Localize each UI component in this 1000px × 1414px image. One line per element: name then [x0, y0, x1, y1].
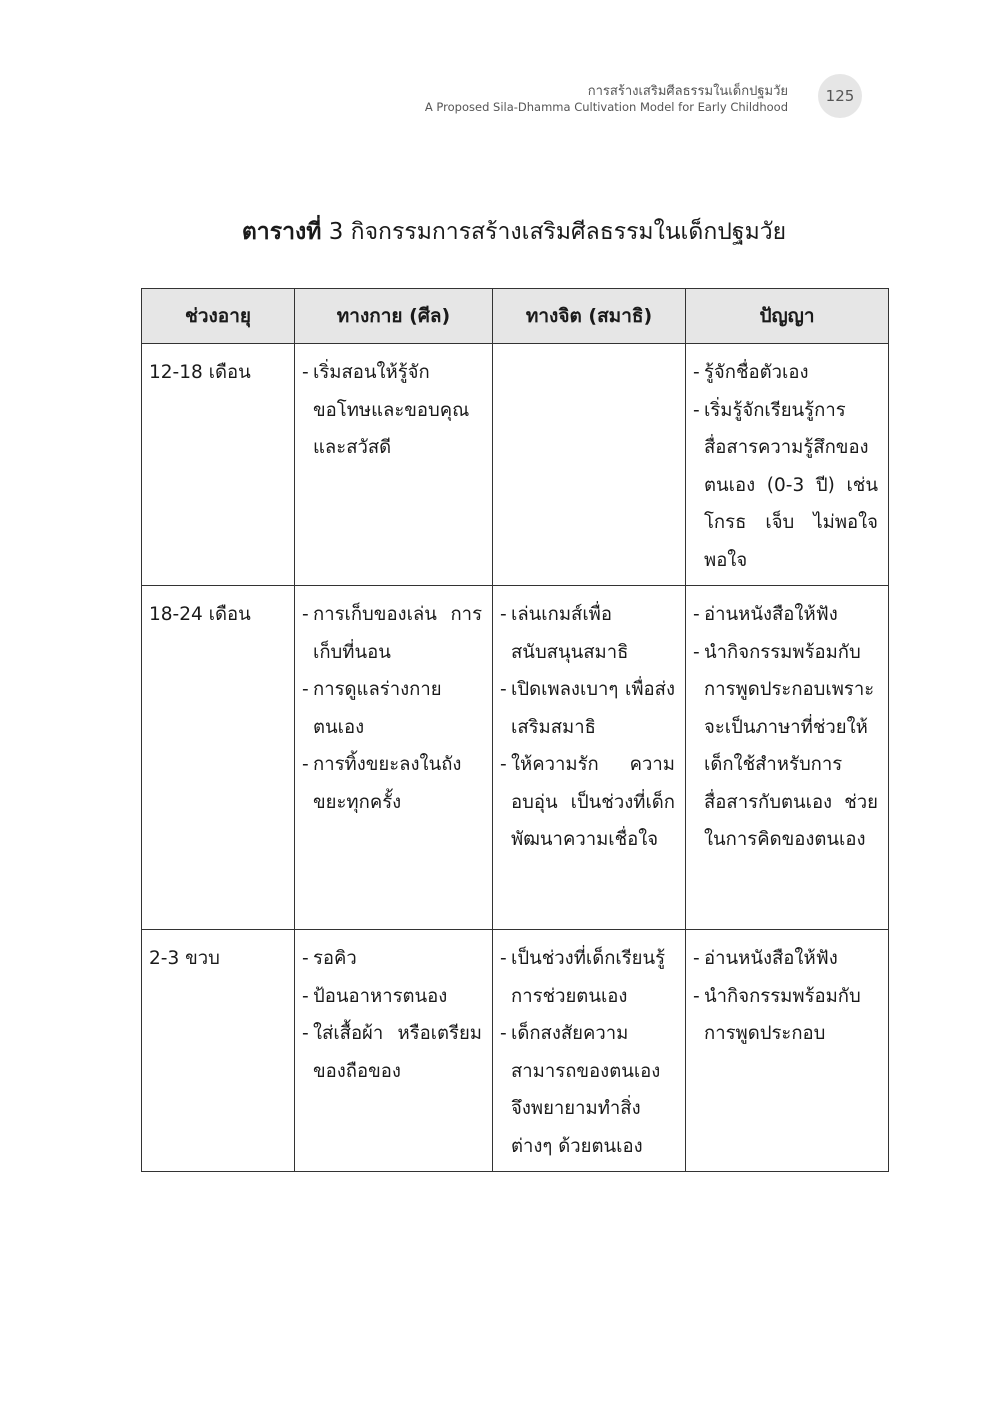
list-item: - รู้จักชื่อตัวเอง [693, 354, 878, 392]
table-row [142, 586, 889, 930]
list-item: - นำกิจกรรมพร้อมกับการพูดประกอบเพราะจะเป็นภาษาที่ช่วยให้เด็กใช้สำหรับการสื่อสารกับตนเอง ช่วยในการคิดของตนเอง [693, 634, 878, 859]
list-item-text: เด็กสงสัยความสามารถของตนเอง จึงพยายามทำสิ่งต่างๆ ด้วยตนเอง [511, 1023, 661, 1157]
list-item-text: ใส่เสื้อผ้า หรือเตรียมของถือของ [313, 1023, 482, 1082]
wisdom-cell [686, 930, 889, 1172]
wisdom-cell [686, 344, 889, 586]
list-item-text: รอคิว [313, 948, 357, 969]
list-item-text: นำกิจกรรมพร้อมกับการพูดประกอบเพราะจะเป็นภาษาที่ช่วยให้เด็กใช้สำหรับการสื่อสารกับตนเอง ช่วยในการคิดของตนเอง [704, 641, 878, 850]
list-item-text: การดูแลร่างกายตนเอง [313, 679, 442, 738]
running-header [425, 84, 788, 115]
table-header-row [142, 289, 889, 344]
list-item: - การเก็บของเล่น การเก็บที่นอน [302, 596, 482, 671]
list-item: - ให้ความรัก ความอบอุ่น เป็นช่วงที่เด็กพัฒนาความเชื่อใจ [500, 746, 675, 859]
age-cell: 12-18 เดือน [142, 344, 295, 586]
table-title-number: 3 [328, 219, 344, 245]
list-item: - ป้อนอาหารตนอง [302, 978, 482, 1016]
running-header-title-th: การสร้างเสริมศีลธรรมในเด็กปฐมวัย [587, 84, 788, 99]
list-item-text: เป็นช่วงที่เด็กเรียนรู้การช่วยตนเอง [511, 948, 666, 1007]
column-header-age: ช่วงอายุ [142, 289, 295, 344]
physical-cell [295, 344, 493, 586]
activities-table [141, 288, 889, 1172]
list-item: - นำกิจกรรมพร้อมกับการพูดประกอบ [693, 978, 878, 1053]
list-item-text: นำกิจกรรมพร้อมกับการพูดประกอบ [704, 985, 861, 1044]
list-item-text: อ่านหนังสือให้ฟัง [704, 948, 838, 969]
list-item-text: อ่านหนังสือให้ฟัง [704, 604, 838, 625]
mental-cell [493, 586, 686, 930]
table-row [142, 930, 889, 1172]
list-item-text: ป้อนอาหารตนอง [313, 985, 448, 1007]
physical-cell [295, 586, 493, 930]
age-cell: 18-24 เดือน [142, 586, 295, 930]
page-number-badge: 125 [818, 74, 862, 118]
list-item-text: การทิ้งขยะลงในถังขยะทุกครั้ง [313, 754, 462, 813]
list-item: - อ่านหนังสือให้ฟัง [693, 596, 878, 634]
list-item-text: การเก็บของเล่น การเก็บที่นอน [313, 604, 482, 663]
table-title-caption: กิจกรรมการสร้างเสริมศีลธรรมในเด็กปฐมวัย [350, 219, 787, 245]
physical-cell [295, 930, 493, 1172]
list-item: - การดูแลร่างกายตนเอง [302, 671, 482, 746]
list-item-text: รู้จักชื่อตัวเอง [704, 362, 809, 383]
column-header-mental: ทางจิต (สมาธิ) [493, 289, 686, 344]
table-title-label: ตารางที่ [241, 219, 322, 245]
list-item: - เป็นช่วงที่เด็กเรียนรู้การช่วยตนเอง [500, 940, 675, 1015]
wisdom-cell [686, 586, 889, 930]
table-title [0, 214, 1000, 250]
list-item-text: เริ่มรู้จักเรียนรู้การสื่อสารความรู้สึกของตนเอง (0-3 ปี) เช่นโกรธ เจ็บ ไม่พอใจ พอใจ [704, 399, 878, 571]
table-row [142, 344, 889, 586]
age-cell: 2-3 ขวบ [142, 930, 295, 1172]
mental-cell [493, 344, 686, 586]
list-item: - อ่านหนังสือให้ฟัง [693, 940, 878, 978]
list-item-text: เปิดเพลงเบาๆ เพื่อส่งเสริมสมาธิ [511, 679, 675, 738]
list-item: - เปิดเพลงเบาๆ เพื่อส่งเสริมสมาธิ [500, 671, 675, 746]
list-item: - เล่นเกมส์เพื่อสนับสนุนสมาธิ [500, 596, 675, 671]
column-header-wisdom: ปัญญา [686, 289, 889, 344]
list-item-text: ให้ความรัก ความอบอุ่น เป็นช่วงที่เด็กพัฒนาความเชื่อใจ [511, 754, 675, 850]
list-item: - การทิ้งขยะลงในถังขยะทุกครั้ง [302, 746, 482, 821]
list-item: - เริ่มสอนให้รู้จักขอโทษและขอบคุณ และสวัสดี [302, 354, 482, 467]
mental-cell [493, 930, 686, 1172]
column-header-physical: ทางกาย (ศีล) [295, 289, 493, 344]
list-item-text: เล่นเกมส์เพื่อสนับสนุนสมาธิ [511, 604, 629, 663]
running-header-title-en: A Proposed Sila-Dhamma Cultivation Model for Early Childhood [424, 100, 788, 115]
list-item: - ใส่เสื้อผ้า หรือเตรียมของถือของ [302, 1015, 482, 1090]
list-item: - รอคิว [302, 940, 482, 978]
list-item: - เด็กสงสัยความสามารถของตนเอง จึงพยายามทำสิ่งต่างๆ ด้วยตนเอง [500, 1015, 675, 1165]
list-item: - เริ่มรู้จักเรียนรู้การสื่อสารความรู้สึกของตนเอง (0-3 ปี) เช่นโกรธ เจ็บ ไม่พอใจ พอใจ [693, 392, 878, 580]
list-item-text: เริ่มสอนให้รู้จักขอโทษและขอบคุณ และสวัสดี [313, 362, 470, 458]
